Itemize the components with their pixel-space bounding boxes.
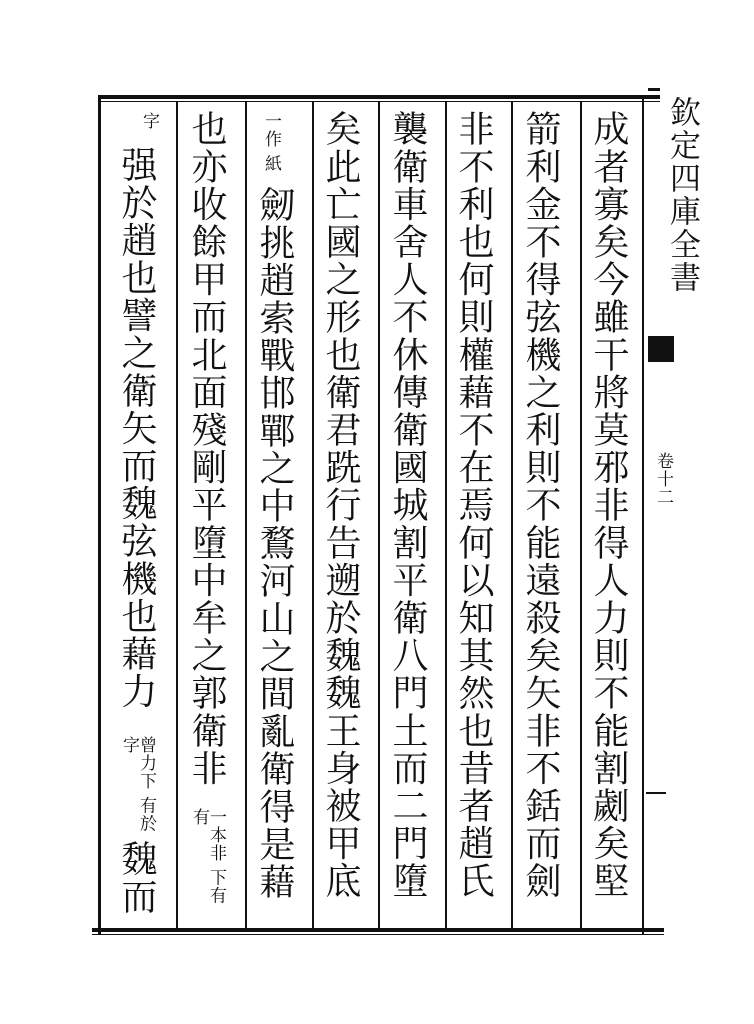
text-column-2: 箭利金不得弦機之利則不能遠殺矣矢非不銛而劍 [520,110,561,900]
frame-top-border [98,95,660,99]
column-rule [245,101,247,929]
margin-black-block [648,336,674,362]
margin-fishtail-mark [648,88,660,91]
column-rule [580,101,582,929]
text-column-6: 劒挑趙索戰邯鄲之中鶩河山之間亂衛得是藉 [254,186,295,901]
frame-right-border [642,95,644,935]
column-rule [176,101,178,929]
column-8-annotation: 曾力下 有於字 [119,736,156,833]
text-column-5: 矣此亡國之形也衛君跣行告遡於魏魏王身被甲底 [320,110,361,900]
column-rule [312,101,314,929]
frame-left-border [98,95,101,935]
text-column-8: 强於趙也譬之衛矢而魏弦機也藉力 [116,146,157,710]
column-7-annotation: 一本非 下有有 [189,808,226,905]
column-rule [378,101,380,929]
text-column-4: 襲衛車舍人不休傳衛國城割平衛八門土而二門墮 [387,110,428,900]
margin-dash [646,792,666,794]
text-column-7: 也亦收餘甲而北面殘剛平墮中牟之郭衛非 [186,110,227,787]
text-column-1: 成者寡矣今雖干將莫邪非得人力則不能割劌矣堅 [588,110,629,900]
margin-volume-number: 卷十二 [653,452,673,506]
column-8-annotation-top: 字 [139,112,159,130]
column-rule [445,101,447,929]
text-column-3: 非不利也何則權藉不在焉何以知其然也昔者趙氏 [453,110,494,900]
column-6-annotation: 一作 紙 [261,112,281,173]
margin-book-title: 欽定四庫全書 [664,96,700,294]
text-column-8-end: 魏而 [116,840,157,916]
frame-bottom-inner-border [92,934,664,935]
column-rule [511,101,513,929]
